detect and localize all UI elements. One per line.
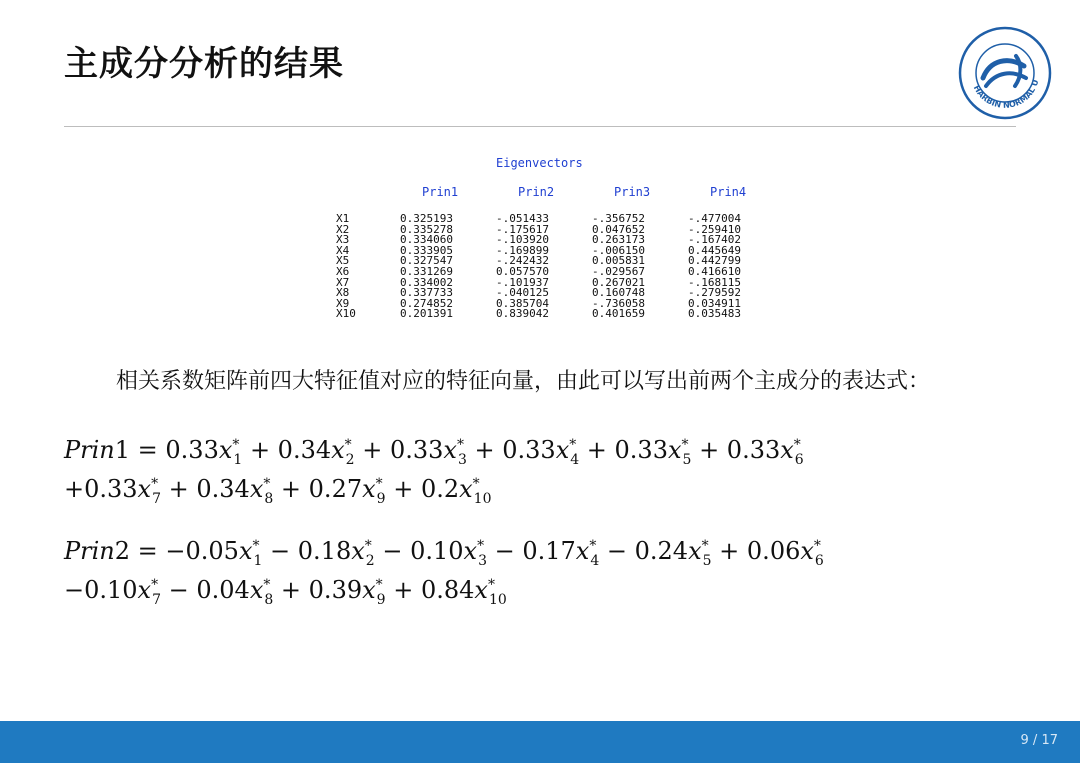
table-cell: 0.047652	[592, 222, 645, 236]
row-label: X10	[336, 307, 356, 321]
table-cell: 0.337733	[400, 286, 453, 300]
table-cell: 0.160748	[592, 286, 645, 300]
table-cell: 0.416610	[688, 264, 741, 278]
row-label: X6	[336, 264, 350, 278]
table-cell: 0.401659	[592, 307, 645, 321]
equation-prin1-line1: Prin1 = $0.33x^*_1 + 0.34x^*_2 + 0.33x^*_3 + 0.33x^*_4 + 0.33x^*_5 + 0.33x^*_6$	[64, 436, 804, 468]
table-cell: 0.267021	[592, 275, 645, 289]
table-cell: -.175617	[496, 222, 549, 236]
col-header: Prin1	[422, 185, 459, 199]
table-cell: -.259410	[688, 222, 741, 236]
footer-bar	[0, 721, 1080, 763]
table-cell: -.006150	[592, 243, 645, 257]
table-cell: 0.005831	[592, 254, 645, 268]
equation-prin2-line2: $-0.10x^*_7 - 0.04x^*_8 + 0.39x^*_9 + 0.84x^*_{10}$	[64, 576, 507, 608]
table-cell: -.168115	[688, 275, 741, 289]
university-logo	[958, 26, 1052, 120]
table-cell: 0.331269	[400, 264, 453, 278]
paragraph-text: 相关系数矩阵前四大特征值对应的特征向量，由此可以写出前两个主成分的表达式：	[116, 369, 931, 394]
row-label: X1	[336, 212, 350, 225]
row-label: X8	[336, 286, 350, 300]
col-header: Prin4	[710, 185, 747, 199]
title-divider	[64, 126, 1016, 127]
row-label: X2	[336, 222, 350, 236]
table-cell: 0.442799	[688, 254, 741, 268]
table-cell: 0.057570	[496, 264, 549, 278]
col-header: Prin2	[518, 185, 555, 199]
table-cell: 0.035483	[688, 307, 741, 321]
table-cell: 0.333905	[400, 243, 453, 257]
table-cell: -.242432	[496, 254, 549, 268]
svg-text:HARBIN NORMAL UNIVERSITY: HARBIN NORMAL U	[971, 78, 1041, 110]
table-cell: 0.274852	[400, 296, 453, 310]
equation-prin1-line2: $+0.33x^*_7 + 0.34x^*_8 + 0.27x^*_9 + 0.2x^*_{10}$	[64, 475, 492, 507]
table-cell: 0.445649	[688, 243, 741, 257]
table-cell: -.279592	[688, 286, 741, 300]
table-cell: 0.263173	[592, 233, 645, 247]
body-paragraph	[64, 366, 1024, 398]
table-cell: 0.325193	[400, 212, 453, 225]
table-cell: 0.034911	[688, 296, 741, 310]
table-cell: 0.839042	[496, 307, 549, 321]
table-cell: 0.335278	[400, 222, 453, 236]
equation-prin2-line1: Prin2 = $-0.05x^*_1 - 0.18x^*_2 - 0.10x^*_3 - 0.17x^*_4 - 0.24x^*_5 + 0.06x^*_6$	[64, 537, 824, 569]
row-label: X7	[336, 275, 350, 289]
row-label: X5	[336, 254, 350, 268]
table-cell: -.101937	[496, 275, 549, 289]
page-number: 9 / 17	[1020, 733, 1058, 748]
slide-title: 主成分分析的结果	[64, 44, 344, 84]
table-cell: -.029567	[592, 264, 645, 278]
table-cell: 0.327547	[400, 254, 453, 268]
table-cell: -.356752	[592, 212, 645, 225]
table-cell: 0.334060	[400, 233, 453, 247]
col-header: Prin3	[614, 185, 651, 199]
row-label: X9	[336, 296, 350, 310]
table-cell: -.051433	[496, 212, 549, 225]
table-cell: 0.385704	[496, 296, 549, 310]
table-cell: -.169899	[496, 243, 549, 257]
table-cell: -.477004	[688, 212, 741, 225]
table-cell: -.736058	[592, 296, 645, 310]
eigenvectors-title: Eigenvectors	[496, 156, 583, 170]
table-cell: -.167402	[688, 233, 741, 247]
row-label: X4	[336, 243, 350, 257]
row-label: X3	[336, 233, 350, 247]
table-cell: -.040125	[496, 286, 549, 300]
table-cell: 0.334002	[400, 275, 453, 289]
table-cell: 0.201391	[400, 307, 453, 321]
table-cell: -.103920	[496, 233, 549, 247]
